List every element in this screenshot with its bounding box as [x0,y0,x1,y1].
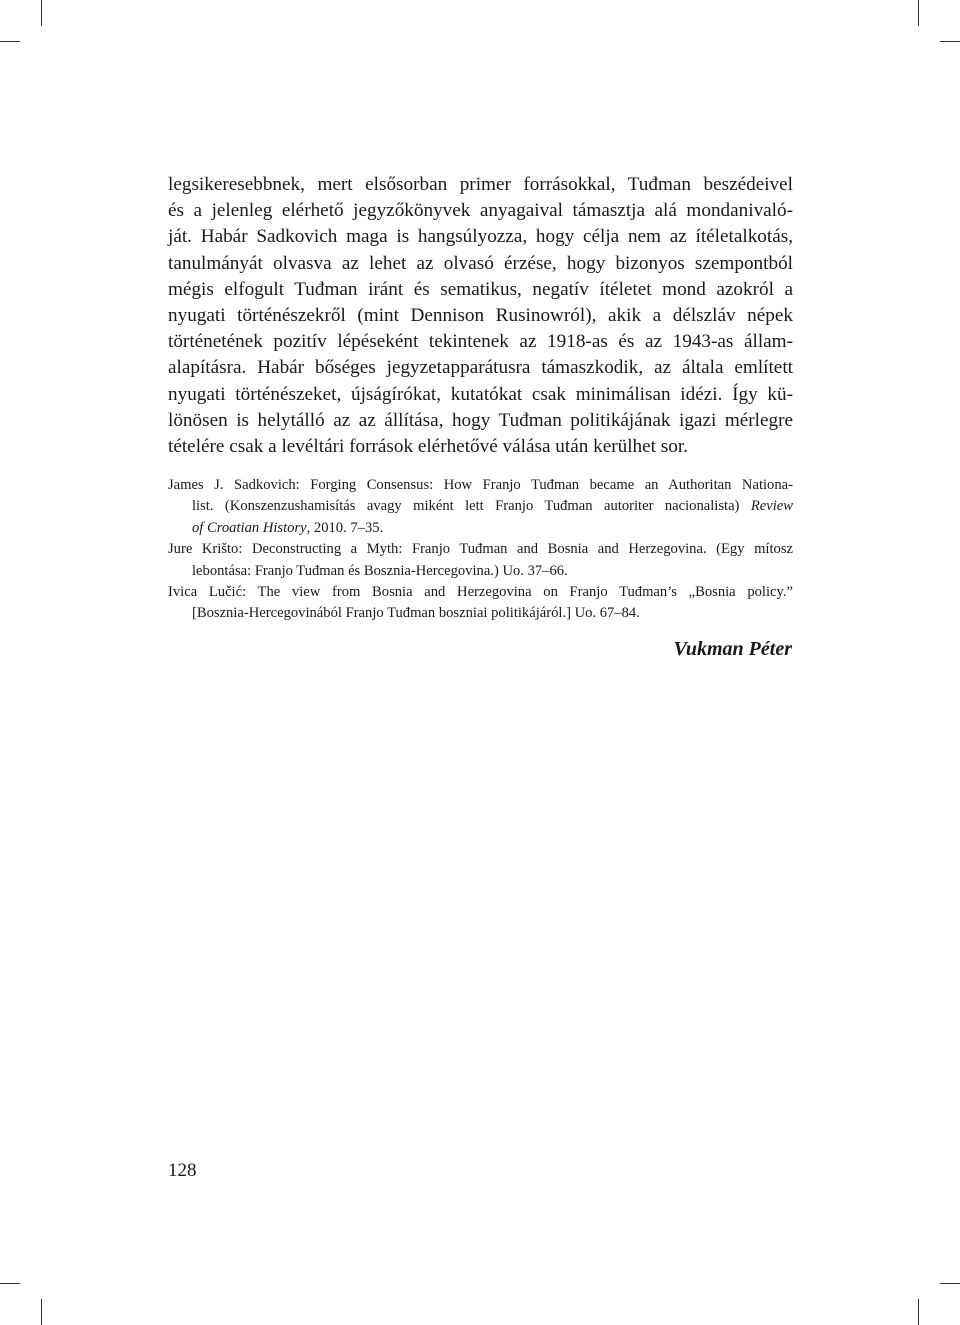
reference-item [168,475,793,539]
crop-mark [41,0,42,26]
body-line: nyugati történészekről (mint Dennison Rusinowról), akik a délszláv népek [168,305,793,327]
crop-mark [918,1299,919,1325]
reference-line [168,496,793,517]
body-line: legsikeresebbnek, mert elsősorban primer forrásokkal, Tuđman beszédeivel [168,174,793,195]
crop-mark [940,41,960,42]
reference-line: lebontása: Franjo Tuđman és Bosznia-Hercegovina.) Uo. 37–66. [192,562,568,579]
reference-line: Jure Krišto: Deconstructing a Myth: Franjo Tuđman and Bosnia and Herzegovina. (Egy mítosz [168,541,793,558]
reference-text: , 2010. 7–35. [306,519,384,536]
reference-item [168,539,793,582]
page-number: 128 [168,1160,197,1181]
crop-mark [0,41,20,42]
body-line: és a jelenleg elérhető jegyzőkönyvek anyagaival támasztja alá mondanivaló- [168,200,793,222]
reference-list [168,475,793,625]
crop-mark [0,1283,20,1284]
body-line: tételére csak a levéltári források elérhetővé válása után kerülhet sor. [168,436,688,458]
crop-mark [918,0,919,26]
body-line: mégis elfogult Tuđman iránt és sematikus, negatív ítéletet mond azokról a [168,278,793,300]
body-line: nyugati történészeket, újságírókat, kutatókat csak minimálisan idézi. Így kü- [168,383,793,405]
journal-title: Review [750,498,793,515]
body-line: alapításra. Habár bőséges jegyzetapparátusra támaszkodik, az általa említett [168,357,793,379]
crop-mark [41,1299,42,1325]
reference-line [168,518,793,539]
reference-item [168,582,793,625]
reference-line: James J. Sadkovich: Forging Consensus: How Franjo Tuđman became an Authoritan Nationa- [168,477,793,493]
body-line: tanulmányát olvasva az lehet az olvasó érzése, hogy bizonyos szempontból [168,252,793,274]
body-paragraph [168,172,793,460]
body-line: ját. Habár Sadkovich maga is hangsúlyozza, hogy célja nem az ítéletalkotás, [168,226,793,248]
crop-mark [940,1283,960,1284]
journal-title: of Croatian History [192,519,307,536]
reference-line: Ivica Lučić: The view from Bosnia and Herzegovina on Franjo Tuđman’s „Bosnia policy.” [168,584,793,601]
reference-text: list. (Konszenzushamisítás avagy miként lett Franjo Tuđman autoriter nacionalista) [192,498,740,515]
author-signature: Vukman Péter [673,638,792,660]
body-line: lönösen is helytálló az az állítása, hogy Tuđman politikájának igazi mérlegre [168,409,793,431]
body-line: történetének pozitív lépéseként tekintenek az 1918-as és az 1943-as állam- [168,331,793,353]
reference-line: [Bosznia-Hercegovinából Franjo Tuđman boszniai politikájáról.] Uo. 67–84. [192,605,640,622]
